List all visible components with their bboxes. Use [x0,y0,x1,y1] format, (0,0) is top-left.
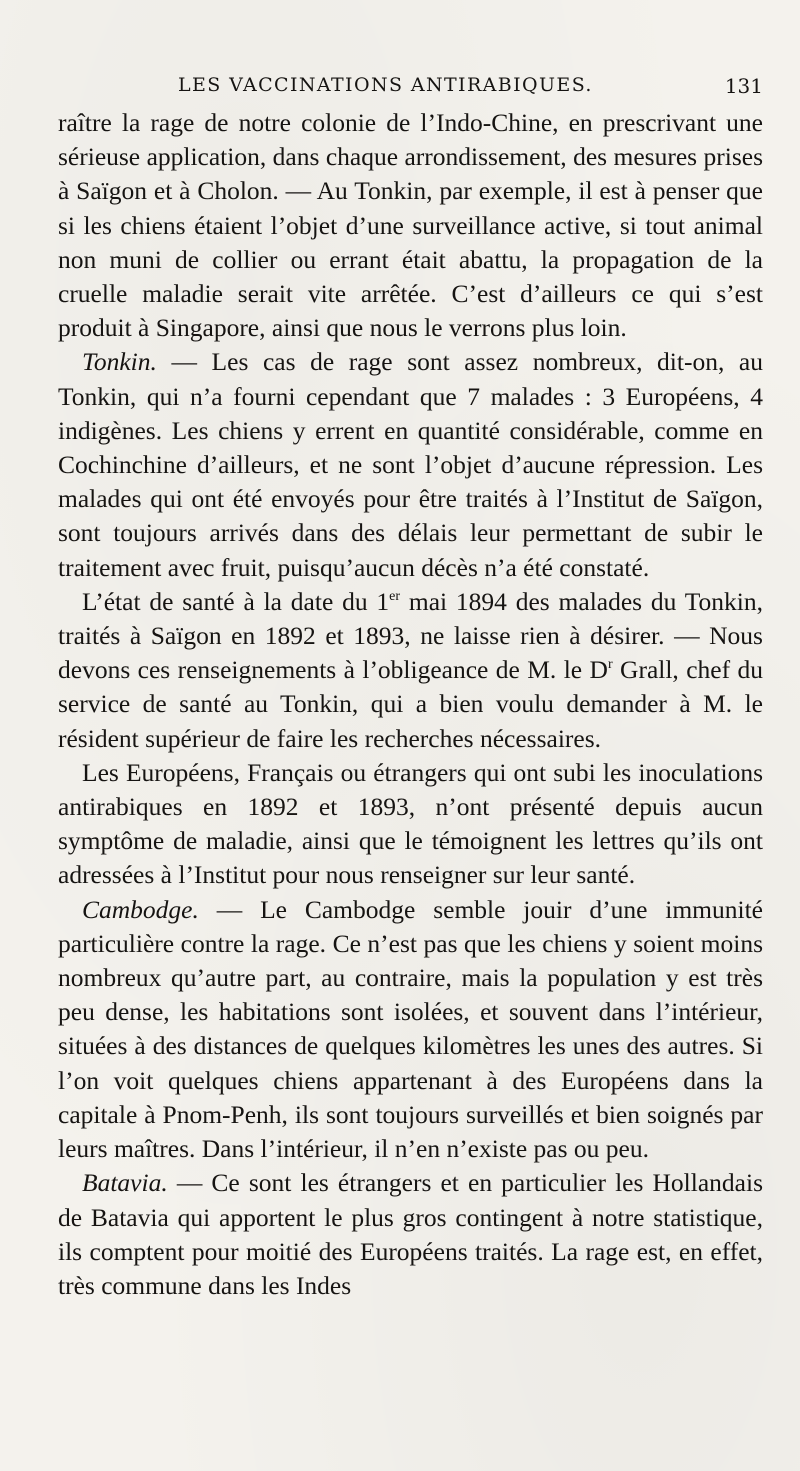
paragraph-text-part: Grall, chef du service de santé au Tonkin, qui a bien voulu demander à M. le résident supérieur de faire les recherches nécessaires. [58,655,763,753]
paragraph-text: raître la rage de notre colonie de l’Indo-Chine, en prescrivant une sérieuse application, dans chaque arrondissement, des mesures prises à Saïgon et à Cholon. — Au Tonkin, par exemple, il est à penser que si les chiens étaient l’objet d’une surveillance active, si tout animal non muni de collier ou errant était abattu, la propagation de la cruelle maladie serait vite arrêtée. C’est d’ailleurs ce qui s’est produit à Singapore, ainsi que nous le verrons plus loin. [58,108,763,343]
paragraph-etat-sante [58,585,763,756]
paragraph-tonkin [58,345,763,584]
paragraph-text: — Ce sont les étrangers et en particulier les Hollandais de Batavia qui apportent le plus gros contingent à notre statistique, ils comptent pour moitié des Européens traités. La rage est, en effet, très commune dans les Indes [58,1168,763,1300]
paragraph-europeens [58,756,763,893]
paragraph-text: Les Européens, Français ou étrangers qui ont subi les inoculations antirabiques en 1892 et 1893, n’ont présenté depuis aucun symptôme de maladie, ainsi que le témoignent les lettres qu’ils ont adressées à l’Institut pour nous renseigner sur leur santé. [58,757,763,890]
body-text [58,106,763,1303]
page-number: 131 [724,74,763,98]
paragraph-batavia [58,1166,763,1303]
paragraph-text-part: L’état de santé à la date du 1 [82,586,390,616]
paragraph-intro [58,106,763,345]
paragraph-text-part: mai 1894 des malades du Tonkin, traités à Saïgon en 1892 et 1893, ne laisse rien à désirer. — Nous devons ces renseignements à l’obligeance de M. le D [58,586,764,685]
paragraph-text: — Les cas de rage sont assez nombreux, dit-on, au Tonkin, qui n’a fourni cependant que 7 malades : 3 Européens, 4 indigènes. Les chiens y errent en quantité considérable, comme en Cochinchine d’ailleurs, et ne sont l’objet d’aucune répression. Les malades qui ont été envoyés pour être traités à l’Institut de Saïgon, sont toujours arrivés dans des délais leur permettant de subir le traitement avec fruit, puisqu’aucun décès n’a été constaté. [58,347,763,582]
section-lead-tonkin: Tonkin. [82,347,157,377]
section-lead-cambodge: Cambodge. [82,894,199,924]
running-title: LES VACCINATIONS ANTIRABIQUES. [178,74,593,96]
section-lead-batavia: Batavia. [82,1168,168,1198]
superscript-er: er [389,588,401,604]
paragraph-cambodge [58,893,763,1167]
page-header [58,68,763,102]
superscript-r: r [607,657,613,673]
paragraph-text: — Le Cambodge semble jouir d’une immunité particulière contre la rage. Ce n’est pas que les chiens y soient moins nombreux qu’autre part, au contraire, mais la population y est très peu dense, les habitations sont isolées, et souvent dans l’intérieur, situées à des distances de quelques kilomètres les unes des autres. Si l’on voit quelques chiens appartenant à des Européens dans la capitale à Pnom-Penh, ils sont toujours surveillés et bien soignés par leurs maîtres. Dans l’intérieur, il n’en n’existe pas ou peu. [58,894,763,1164]
